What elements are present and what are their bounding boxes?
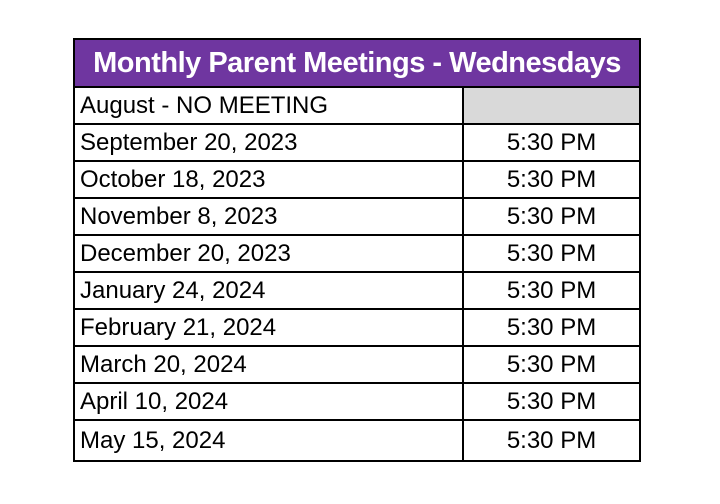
meeting-time-cell <box>463 87 640 124</box>
meeting-date-cell: August - NO MEETING <box>74 87 463 124</box>
table-row <box>74 235 640 272</box>
meeting-date-cell: December 20, 2023 <box>74 235 463 272</box>
table-row <box>74 161 640 198</box>
table-row <box>74 124 640 161</box>
meeting-date-cell: November 8, 2023 <box>74 198 463 235</box>
header-row <box>74 39 640 87</box>
meeting-time-cell: 5:30 PM <box>463 309 640 346</box>
meeting-date-cell: January 24, 2024 <box>74 272 463 309</box>
meeting-time-cell: 5:30 PM <box>463 383 640 420</box>
meeting-time-cell: 5:30 PM <box>463 124 640 161</box>
table-row <box>74 87 640 124</box>
table-row <box>74 198 640 235</box>
meeting-time-cell: 5:30 PM <box>463 198 640 235</box>
meeting-time-cell: 5:30 PM <box>463 235 640 272</box>
table-title: Monthly Parent Meetings - Wednesdays <box>74 39 640 87</box>
table-row <box>74 272 640 309</box>
meeting-schedule-table <box>73 38 641 462</box>
table-row <box>74 346 640 383</box>
table-row <box>74 309 640 346</box>
meeting-time-cell: 5:30 PM <box>463 420 640 461</box>
table-row <box>74 420 640 461</box>
meeting-time-cell: 5:30 PM <box>463 346 640 383</box>
meeting-date-cell: October 18, 2023 <box>74 161 463 198</box>
meeting-date-cell: March 20, 2024 <box>74 346 463 383</box>
table-row <box>74 383 640 420</box>
meeting-time-cell: 5:30 PM <box>463 161 640 198</box>
meeting-date-cell: April 10, 2024 <box>74 383 463 420</box>
meeting-time-cell: 5:30 PM <box>463 272 640 309</box>
meeting-date-cell: September 20, 2023 <box>74 124 463 161</box>
meeting-date-cell: February 21, 2024 <box>74 309 463 346</box>
meeting-date-cell: May 15, 2024 <box>74 420 463 461</box>
